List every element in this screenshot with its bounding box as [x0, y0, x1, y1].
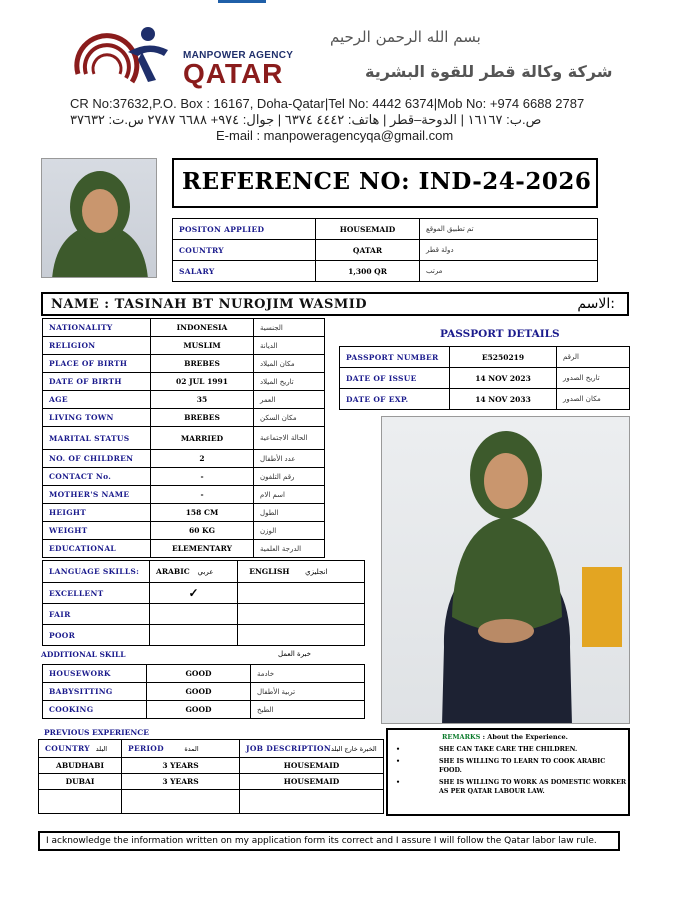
applicant-photo-full — [381, 416, 630, 724]
country-value: QATAR — [316, 240, 420, 261]
table-row — [43, 625, 365, 646]
table-row — [340, 389, 630, 410]
personal-value: BREBES — [151, 355, 254, 373]
issue-date-value: 14 NOV 2023 — [450, 368, 557, 389]
table-row — [43, 373, 325, 391]
personal-value: - — [151, 486, 254, 504]
babysitting-ar: تربية الأطفال — [251, 683, 365, 701]
exp-country: DUBAI — [39, 774, 122, 790]
babysitting-value: GOOD — [147, 683, 251, 701]
table-row — [43, 604, 365, 625]
exp-job: HOUSEMAID — [240, 758, 384, 774]
exp-job-ar: الخبرة خارج البلد — [331, 745, 377, 753]
exp-empty-cell — [122, 790, 240, 814]
personal-ar: الديانة — [254, 337, 325, 355]
personal-label: LIVING TOWN — [43, 409, 151, 427]
personal-label: NO. OF CHILDREN — [43, 450, 151, 468]
position-table — [172, 218, 598, 282]
exp-period-label: PERIOD — [128, 744, 164, 753]
exp-date-value: 14 NOV 2033 — [450, 389, 557, 410]
table-row — [43, 583, 365, 604]
fair-label: FAIR — [43, 604, 150, 625]
email-line: E-mail : manpoweragencyqa@gmail.com — [216, 128, 454, 143]
contact-line-ar: ص.ب: ١٦١٦٧ | الدوحة–قطر | هاتف: ٤٤٤٢ ٦٣٧٤ | جوال: ٩٧٤+ ٦٦٨٨ ٢٧٨٧ س.ت: ٣٧٦٣٢ — [70, 112, 542, 127]
table-row — [43, 522, 325, 540]
table-row — [39, 774, 384, 790]
position-ar: تم تطبيق الموقع — [420, 219, 598, 240]
exp-country-header — [39, 740, 122, 758]
salary-label: SALARY — [173, 261, 316, 282]
table-row — [340, 347, 630, 368]
personal-label: CONTACT No. — [43, 468, 151, 486]
exp-job-label: JOB DESCRIPTION — [246, 744, 331, 753]
exp-date-ar: مكان الصدور — [557, 389, 630, 410]
arabic-header — [150, 561, 238, 583]
passport-table — [339, 346, 630, 410]
language-table — [42, 560, 365, 646]
table-row — [43, 450, 325, 468]
exp-period: 3 YEARS — [122, 774, 240, 790]
personal-ar: الوزن — [254, 522, 325, 540]
personal-label: PLACE OF BIRTH — [43, 355, 151, 373]
personal-ar: العمر — [254, 391, 325, 409]
english-label: ENGLISH — [249, 567, 290, 576]
personal-label: RELIGION — [43, 337, 151, 355]
table-row — [43, 391, 325, 409]
personal-label: DATE OF BIRTH — [43, 373, 151, 391]
country-ar: دولة قطر — [420, 240, 598, 261]
name-box — [41, 292, 629, 316]
cooking-value: GOOD — [147, 701, 251, 719]
remarks-subtitle: : About the Experience. — [482, 733, 568, 741]
position-value: HOUSEMAID — [316, 219, 420, 240]
remarks-list — [396, 745, 628, 799]
table-row — [43, 468, 325, 486]
skills-table — [42, 664, 365, 719]
arabic-label: ARABIC — [156, 567, 190, 576]
personal-value: 35 — [151, 391, 254, 409]
personal-ar: مكان السكن — [254, 409, 325, 427]
table-row — [43, 337, 325, 355]
personal-value: MUSLIM — [151, 337, 254, 355]
personal-value: INDONESIA — [151, 319, 254, 337]
poor-arabic — [150, 625, 238, 646]
excellent-english — [238, 583, 365, 604]
salary-ar: مرتب — [420, 261, 598, 282]
remarks-box — [386, 728, 630, 816]
personal-value: 2 — [151, 450, 254, 468]
personal-value: 02 JUL 1991 — [151, 373, 254, 391]
language-header: LANGUAGE SKILLS: — [43, 561, 150, 583]
table-row — [43, 561, 365, 583]
table-row — [43, 683, 365, 701]
agency-logo — [68, 22, 178, 100]
housework-label: HOUSEWORK — [43, 665, 147, 683]
personal-value: 158 CM — [151, 504, 254, 522]
list-item: • SHE IS WILLING TO WORK AS DOMESTIC WORKER AS PER QATAR LABOUR LAW. — [396, 778, 628, 796]
passport-number-label: PASSPORT NUMBER — [340, 347, 450, 368]
excellent-label: EXCELLENT — [43, 583, 150, 604]
personal-ar: مكان الميلاد — [254, 355, 325, 373]
reference-number: REFERENCE NO: IND-24-2026 — [182, 168, 592, 195]
personal-ar: الجنسية — [254, 319, 325, 337]
english-header — [238, 561, 365, 583]
personal-label: AGE — [43, 391, 151, 409]
housework-ar: خادمة — [251, 665, 365, 683]
table-row — [173, 240, 598, 261]
passport-number-value: E5250219 — [450, 347, 557, 368]
table-row — [43, 486, 325, 504]
personal-ar: عدد الأطفال — [254, 450, 325, 468]
passport-number-ar: الرقم — [557, 347, 630, 368]
personal-ar: الطول — [254, 504, 325, 522]
exp-country-ar: البلد — [95, 745, 108, 753]
experience-table — [38, 739, 384, 814]
table-row — [173, 219, 598, 240]
table-row — [39, 758, 384, 774]
personal-label: HEIGHT — [43, 504, 151, 522]
table-row — [340, 368, 630, 389]
fair-arabic — [150, 604, 238, 625]
table-row — [43, 504, 325, 522]
personal-value: BREBES — [151, 409, 254, 427]
table-row — [39, 790, 384, 814]
english-ar: انجليزي — [305, 568, 328, 576]
country-label: COUNTRY — [173, 240, 316, 261]
remarks-title — [442, 733, 568, 741]
personal-ar: الحالة الاجتماعية — [254, 427, 325, 450]
table-row — [43, 701, 365, 719]
applicant-name: NAME : TASINAH BT NUROJIM WASMID — [51, 297, 368, 312]
personal-label: NATIONALITY — [43, 319, 151, 337]
applicant-photo-small — [41, 158, 157, 278]
previous-experience-title: PREVIOUS EXPERIENCE — [44, 728, 149, 737]
personal-ar: اسم الام — [254, 486, 325, 504]
table-row — [173, 261, 598, 282]
table-row — [43, 665, 365, 683]
acknowledgement: I acknowledge the information written on my application form its correct and I assure I will follow the Qatar labor law rule. — [38, 831, 620, 851]
list-item: • SHE IS WILLING TO LEARN TO COOK ARABIC FOOD. — [396, 757, 628, 775]
agency-name-en: MANPOWER AGENCY — [183, 50, 294, 61]
additional-skill-ar: خبرة العمل — [278, 650, 311, 658]
poor-english — [238, 625, 365, 646]
salary-value: 1,300 QR — [316, 261, 420, 282]
personal-ar: الدرجة العلمية — [254, 540, 325, 558]
exp-date-label: DATE OF EXP. — [340, 389, 450, 410]
top-accent-bar — [218, 0, 266, 3]
exp-job-header — [240, 740, 384, 758]
agency-qatar: QATAR — [183, 58, 284, 89]
name-ar-label: الاسم: — [577, 296, 615, 312]
personal-ar: تاريخ الميلاد — [254, 373, 325, 391]
personal-value: MARRIED — [151, 427, 254, 450]
arabic-ar: عربي — [197, 568, 214, 576]
housework-value: GOOD — [147, 665, 251, 683]
cooking-label: COOKING — [43, 701, 147, 719]
fair-english — [238, 604, 365, 625]
table-row — [43, 427, 325, 450]
personal-label: MARITAL STATUS — [43, 427, 151, 450]
personal-value: - — [151, 468, 254, 486]
personal-label: MOTHER'S NAME — [43, 486, 151, 504]
exp-job: HOUSEMAID — [240, 774, 384, 790]
personal-table — [42, 318, 325, 558]
table-row — [43, 540, 325, 558]
personal-label: WEIGHT — [43, 522, 151, 540]
bismillah: بسم الله الرحمن الرحيم — [330, 28, 481, 46]
exp-country-label: COUNTRY — [45, 744, 90, 753]
exp-country: ABUDHABI — [39, 758, 122, 774]
personal-label: EDUCATIONAL — [43, 540, 151, 558]
personal-value: ELEMENTARY — [151, 540, 254, 558]
additional-skill-title: ADDITIONAL SKILL — [41, 650, 126, 659]
personal-ar: رقم التلفون — [254, 468, 325, 486]
issue-date-label: DATE OF ISSUE — [340, 368, 450, 389]
passport-title: PASSPORT DETAILS — [440, 328, 560, 340]
remarks-label: REMARKS — [442, 733, 481, 741]
reference-box — [172, 158, 598, 208]
babysitting-label: BABYSITTING — [43, 683, 147, 701]
exp-empty-cell — [240, 790, 384, 814]
exp-period-ar: المدة — [184, 745, 199, 753]
list-item: • SHE CAN TAKE CARE THE CHILDREN. — [396, 745, 628, 754]
table-row — [43, 409, 325, 427]
exp-period-header — [122, 740, 240, 758]
personal-value: 60 KG — [151, 522, 254, 540]
agency-name-ar: شركة وكالة قطر للقوة البشرية — [365, 62, 613, 81]
table-row — [43, 355, 325, 373]
cooking-ar: الطبخ — [251, 701, 365, 719]
table-row — [43, 319, 325, 337]
excellent-arabic: ✓ — [150, 583, 238, 604]
position-label: POSITON APPLIED — [173, 219, 316, 240]
contact-line-en: CR No:37632,P.O. Box : 16167, Doha-Qatar|Tel No: 4442 6374|Mob No: +974 6688 2787 — [70, 96, 585, 111]
table-row — [39, 740, 384, 758]
poor-label: POOR — [43, 625, 150, 646]
exp-period: 3 YEARS — [122, 758, 240, 774]
exp-empty-cell — [39, 790, 122, 814]
issue-date-ar: تاريخ الصدور — [557, 368, 630, 389]
